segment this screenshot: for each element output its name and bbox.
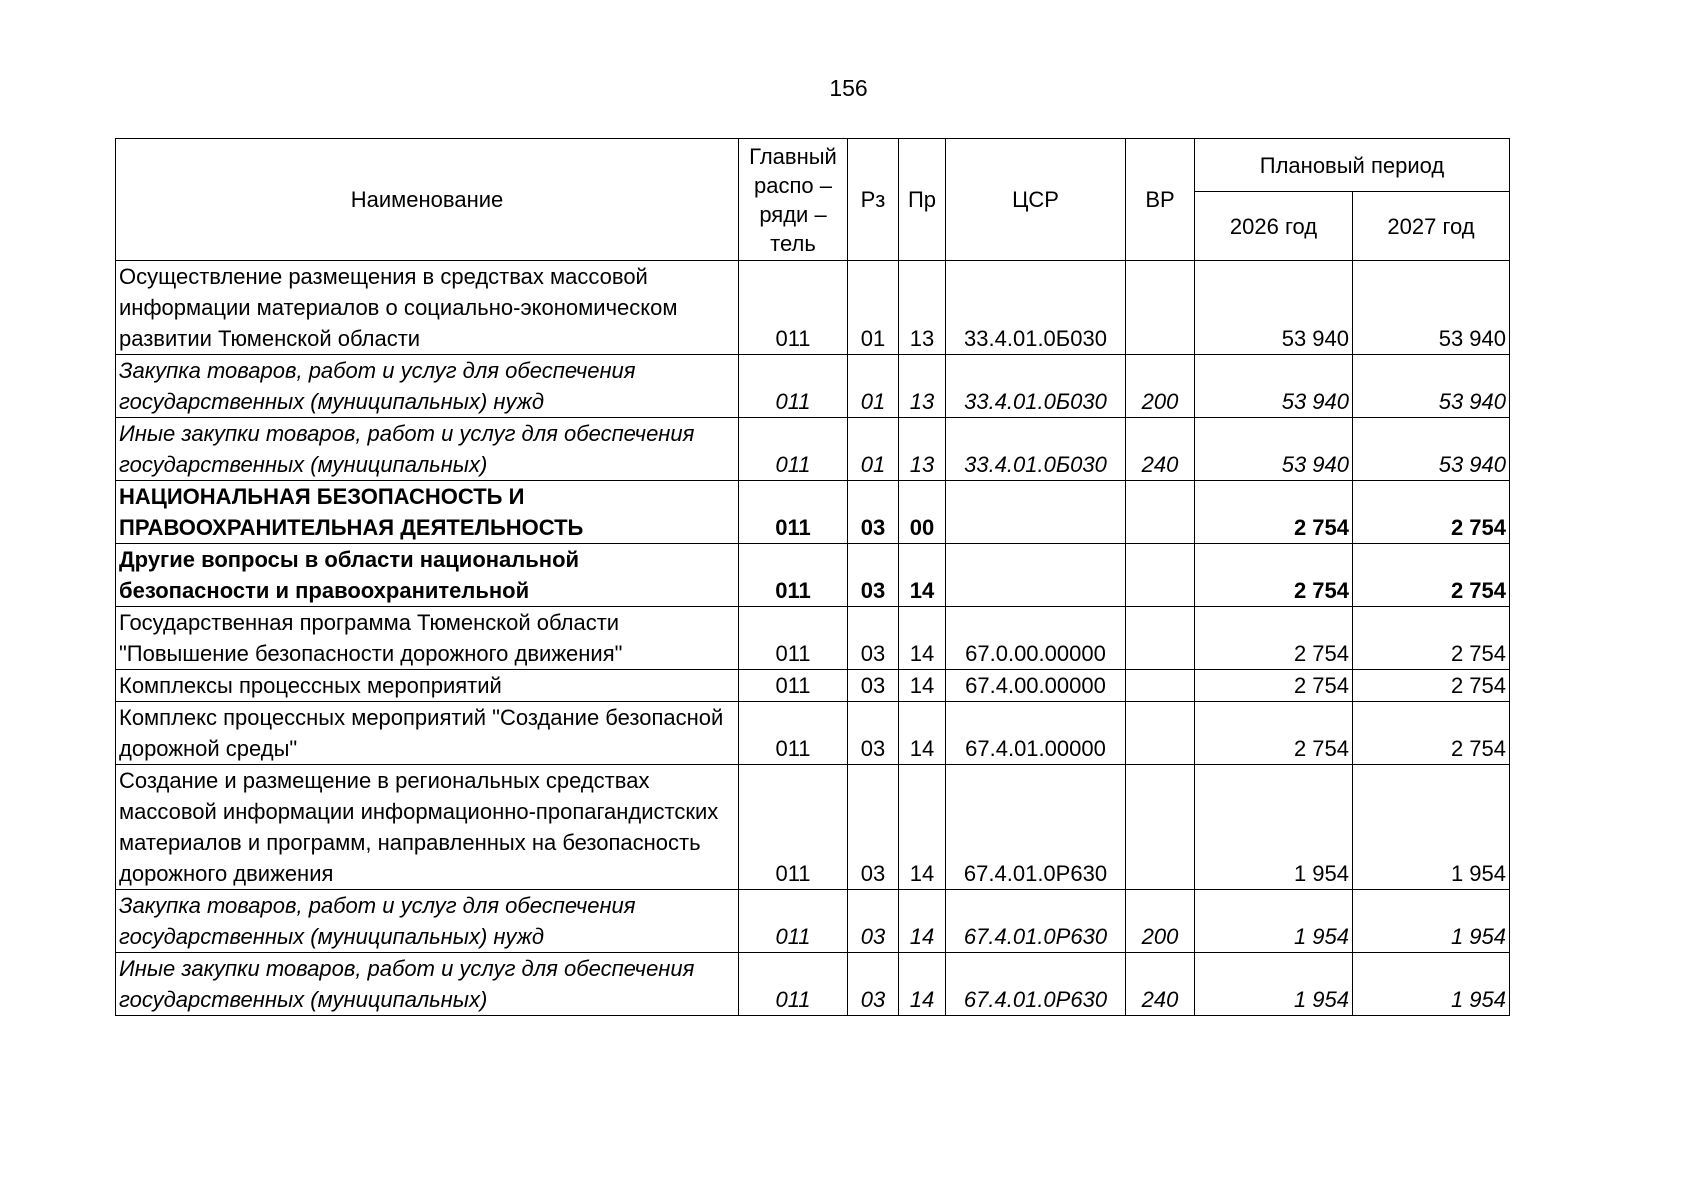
cell-expense-type [1126,765,1195,890]
cell-subsection: 00 [899,481,946,544]
cell-amount-2027: 1 954 [1353,890,1510,953]
cell-subsection: 13 [899,261,946,355]
cell-expense-type: 240 [1126,418,1195,481]
cell-section: 03 [848,953,899,1016]
page-number: 156 [829,75,868,101]
budget-table [115,138,1510,1016]
cell-subsection: 14 [899,890,946,953]
cell-chief-administrator: 011 [739,481,848,544]
header-year-2026: 2026 год [1195,192,1353,261]
cell-amount-2026: 53 940 [1195,355,1353,418]
cell-target-item: 33.4.01.0Б030 [946,355,1126,418]
cell-target-item [946,481,1126,544]
cell-section: 03 [848,765,899,890]
cell-expense-type [1126,670,1195,702]
cell-amount-2026: 53 940 [1195,261,1353,355]
cell-amount-2026: 1 954 [1195,890,1353,953]
cell-name: Комплекс процессных мероприятий "Создание безопасной дорожной среды" [116,702,739,765]
cell-target-item: 33.4.01.0Б030 [946,418,1126,481]
cell-section: 03 [848,702,899,765]
cell-subsection: 13 [899,418,946,481]
cell-expense-type [1126,607,1195,670]
header-section: Рз [848,139,899,261]
cell-amount-2026: 2 754 [1195,544,1353,607]
table-row [116,765,1510,890]
cell-amount-2027: 2 754 [1353,607,1510,670]
table-row [116,890,1510,953]
cell-subsection: 14 [899,702,946,765]
cell-amount-2027: 53 940 [1353,261,1510,355]
cell-chief-administrator: 011 [739,670,848,702]
table-row [116,544,1510,607]
cell-name: Государственная программа Тюменской области "Повышение безопасности дорожного движения" [116,607,739,670]
cell-target-item [946,544,1126,607]
cell-section: 01 [848,418,899,481]
cell-amount-2027: 1 954 [1353,765,1510,890]
cell-name: Комплексы процессных мероприятий [116,670,739,702]
cell-expense-type [1126,481,1195,544]
header-target-item: ЦСР [946,139,1126,261]
cell-chief-administrator: 011 [739,355,848,418]
cell-subsection: 14 [899,953,946,1016]
cell-amount-2027: 53 940 [1353,355,1510,418]
cell-chief-administrator: 011 [739,261,848,355]
cell-amount-2027: 2 754 [1353,702,1510,765]
cell-target-item: 67.4.01.0Р630 [946,890,1126,953]
cell-chief-administrator: 011 [739,890,848,953]
cell-amount-2026: 2 754 [1195,481,1353,544]
cell-chief-administrator: 011 [739,702,848,765]
header-year-2027: 2027 год [1353,192,1510,261]
cell-name: Иные закупки товаров, работ и услуг для обеспечения государственных (муниципальных) [116,418,739,481]
cell-amount-2026: 1 954 [1195,953,1353,1016]
table-row [116,261,1510,355]
cell-section: 03 [848,544,899,607]
cell-expense-type [1126,261,1195,355]
table-row [116,670,1510,702]
cell-section: 01 [848,355,899,418]
cell-expense-type: 200 [1126,890,1195,953]
cell-expense-type [1126,544,1195,607]
cell-section: 03 [848,607,899,670]
table-row [116,953,1510,1016]
cell-expense-type: 200 [1126,355,1195,418]
cell-amount-2026: 53 940 [1195,418,1353,481]
cell-name: Осуществление размещения в средствах массовой информации материалов о социально-экономическом развитии Тюменской области [116,261,739,355]
cell-section: 03 [848,890,899,953]
cell-amount-2027: 2 754 [1353,670,1510,702]
cell-amount-2027: 2 754 [1353,481,1510,544]
cell-name: НАЦИОНАЛЬНАЯ БЕЗОПАСНОСТЬ И ПРАВООХРАНИТЕЛЬНАЯ ДЕЯТЕЛЬНОСТЬ [116,481,739,544]
header-subsection: Пр [899,139,946,261]
cell-amount-2026: 1 954 [1195,765,1353,890]
cell-name: Закупка товаров, работ и услуг для обеспечения государственных (муниципальных) нужд [116,355,739,418]
cell-chief-administrator: 011 [739,544,848,607]
cell-section: 03 [848,481,899,544]
cell-amount-2027: 1 954 [1353,953,1510,1016]
table-body [116,261,1510,1016]
cell-target-item: 67.4.01.00000 [946,702,1126,765]
cell-expense-type [1126,702,1195,765]
header-chief-administrator: Главный распо – ряди – тель [739,139,848,261]
cell-chief-administrator: 011 [739,953,848,1016]
table-row [116,607,1510,670]
cell-expense-type: 240 [1126,953,1195,1016]
cell-chief-administrator: 011 [739,607,848,670]
table-row [116,355,1510,418]
cell-target-item: 67.4.01.0Р630 [946,953,1126,1016]
cell-target-item: 67.4.01.0Р630 [946,765,1126,890]
header-expense-type: ВР [1126,139,1195,261]
cell-amount-2026: 2 754 [1195,670,1353,702]
cell-amount-2027: 53 940 [1353,418,1510,481]
table-row [116,418,1510,481]
cell-subsection: 14 [899,544,946,607]
cell-target-item: 33.4.01.0Б030 [946,261,1126,355]
cell-subsection: 13 [899,355,946,418]
cell-name: Создание и размещение в региональных средствах массовой информации информационно-пропагандистских материалов и программ, направленных на безопасность дорожного движения [116,765,739,890]
cell-name: Другие вопросы в области национальной безопасности и правоохранительной [116,544,739,607]
cell-target-item: 67.4.00.00000 [946,670,1126,702]
cell-subsection: 14 [899,670,946,702]
table-row [116,702,1510,765]
cell-name: Закупка товаров, работ и услуг для обеспечения государственных (муниципальных) нужд [116,890,739,953]
cell-name: Иные закупки товаров, работ и услуг для обеспечения государственных (муниципальных) [116,953,739,1016]
cell-subsection: 14 [899,607,946,670]
cell-chief-administrator: 011 [739,765,848,890]
table-header [116,139,1510,261]
cell-chief-administrator: 011 [739,418,848,481]
header-name: Наименование [116,139,739,261]
cell-amount-2026: 2 754 [1195,702,1353,765]
cell-subsection: 14 [899,765,946,890]
cell-target-item: 67.0.00.00000 [946,607,1126,670]
cell-section: 01 [848,261,899,355]
header-plan-period: Плановый период [1195,139,1510,192]
table-row [116,481,1510,544]
cell-amount-2027: 2 754 [1353,544,1510,607]
cell-amount-2026: 2 754 [1195,607,1353,670]
cell-section: 03 [848,670,899,702]
